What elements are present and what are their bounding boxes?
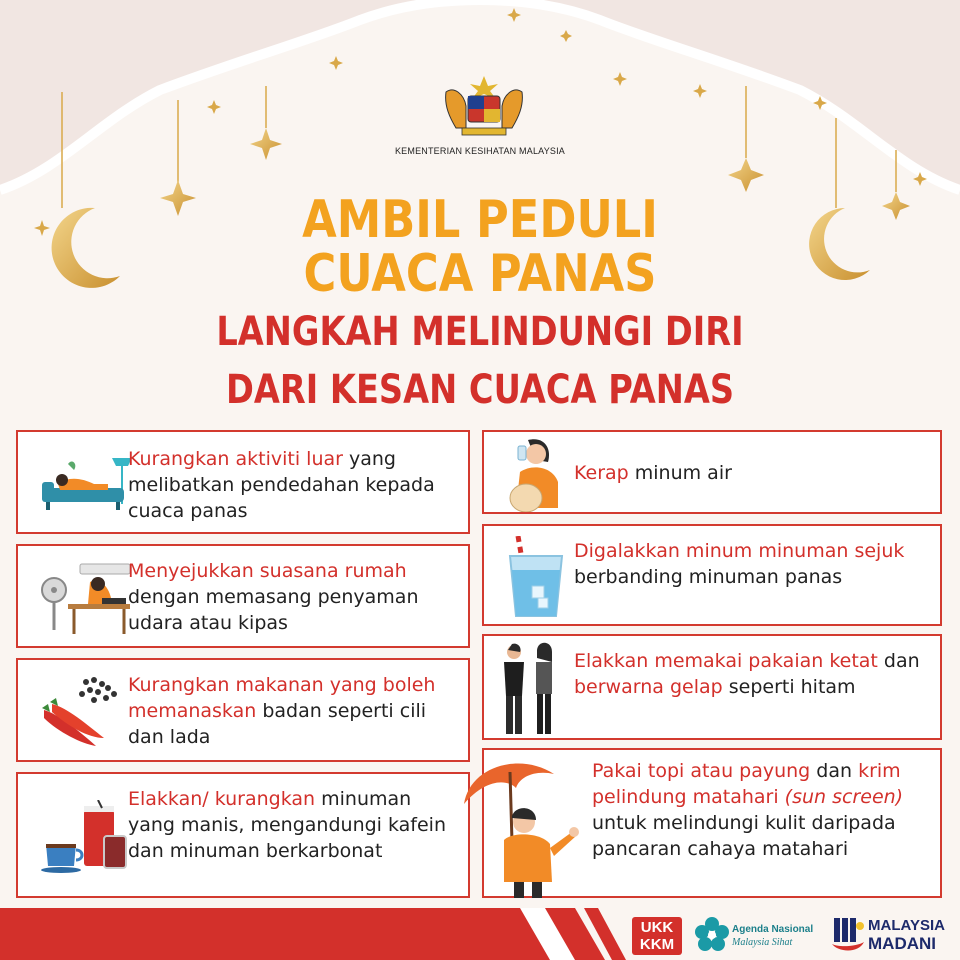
tip-highlight-text: Elakkan/ kurangkan bbox=[128, 788, 316, 810]
tip-highlight-text: Pakai topi atau payung bbox=[592, 760, 811, 782]
hibiscus-icon bbox=[694, 916, 730, 952]
soda-coffee-icon bbox=[40, 800, 132, 874]
chili-pepper-icon bbox=[38, 674, 126, 750]
tip-body-text: minum air bbox=[628, 462, 732, 484]
tip-card-clothing bbox=[482, 634, 942, 740]
tip-text-outdoor bbox=[128, 446, 458, 524]
tip-highlight-text: krim pelindung matahari bbox=[592, 760, 901, 808]
ukk-logo-line-1: UKK bbox=[640, 919, 674, 936]
tip-highlight-text: Digalakkan minum minuman sejuk bbox=[574, 540, 905, 562]
umbrella-person-icon bbox=[460, 752, 584, 898]
tip-card-drinks bbox=[16, 772, 470, 898]
ukk-logo-line-2: KKM bbox=[639, 936, 675, 953]
tip-body-text: dan bbox=[810, 760, 859, 782]
madani-emblem-icon bbox=[830, 916, 866, 954]
tip-text-drinks bbox=[128, 786, 462, 864]
tip-highlight-text: Kurangkan aktiviti luar bbox=[128, 448, 343, 470]
title-line-2: CUACA PANAS bbox=[303, 244, 657, 304]
tip-body-text: dengan memasang penyaman udara atau kipas bbox=[128, 586, 419, 634]
tip-text-cool-home bbox=[128, 558, 462, 636]
drinking-water-icon bbox=[496, 436, 576, 512]
tip-text-clothing bbox=[574, 648, 924, 700]
agenda-malaysia-sihat-logo bbox=[694, 914, 824, 956]
tip-body-text: untuk melindungi kulit daripada pancaran cahaya matahari bbox=[592, 812, 896, 860]
lounging-person-icon bbox=[38, 454, 134, 514]
tip-text-cold-drink bbox=[574, 538, 924, 590]
subtitle-line-2: DARI KESAN CUACA PANAS bbox=[225, 367, 735, 413]
agenda-logo-line-2: Malaysia Sihat bbox=[732, 937, 793, 948]
tip-body-text: seperti hitam bbox=[722, 676, 856, 698]
tip-body-text: badan seperti cili dan lada bbox=[128, 700, 427, 748]
coat-of-arms-icon bbox=[438, 72, 530, 138]
tip-card-cold-drink bbox=[482, 524, 942, 626]
dark-clothing-people-icon bbox=[494, 640, 568, 738]
tip-card-food bbox=[16, 658, 470, 762]
tip-highlight-text: Kerap bbox=[574, 462, 629, 484]
ministry-name: KEMENTERIAN KESIHATAN MALAYSIA bbox=[394, 146, 566, 156]
tip-card-outdoor bbox=[16, 430, 470, 534]
tip-body-text: yang melibatkan pendedahan kepada cuaca panas bbox=[128, 448, 435, 522]
tip-body-text: minuman yang manis, mengandungi kafein dan minuman berkarbonat bbox=[128, 788, 446, 862]
madani-logo-line-1: MALAYSIA bbox=[868, 917, 945, 934]
agenda-logo-line-1: Agenda Nasional bbox=[732, 924, 814, 935]
tip-card-sun-protection bbox=[482, 748, 942, 898]
madani-logo-line-2: MADANI bbox=[868, 934, 936, 953]
tip-highlight-text: Kurangkan makanan yang boleh memanaskan bbox=[128, 674, 436, 722]
iced-water-glass-icon bbox=[504, 536, 568, 620]
tip-highlight-text: (sun screen) bbox=[784, 786, 904, 808]
tip-body-text: dan bbox=[877, 650, 920, 672]
tip-highlight-text: berwarna gelap bbox=[574, 676, 723, 698]
fan-desk-icon bbox=[40, 562, 136, 636]
title-line-1: AMBIL PEDULI bbox=[302, 190, 658, 250]
tip-text-water bbox=[574, 460, 924, 486]
tip-highlight-text: Elakkan memakai pakaian ketat bbox=[574, 650, 878, 672]
tip-highlight-text: Menyejukkan suasana rumah bbox=[128, 560, 407, 582]
tip-body-text: berbanding minuman panas bbox=[574, 566, 843, 588]
tip-card-cool-home bbox=[16, 544, 470, 648]
malaysia-madani-logo bbox=[830, 914, 956, 956]
tip-text-food bbox=[128, 672, 462, 750]
tip-text-sun-protection bbox=[592, 758, 930, 862]
subtitle-line-1: LANGKAH MELINDUNGI DIRI bbox=[216, 309, 744, 355]
ukk-kkm-logo bbox=[632, 917, 682, 955]
tip-card-water bbox=[482, 430, 942, 514]
